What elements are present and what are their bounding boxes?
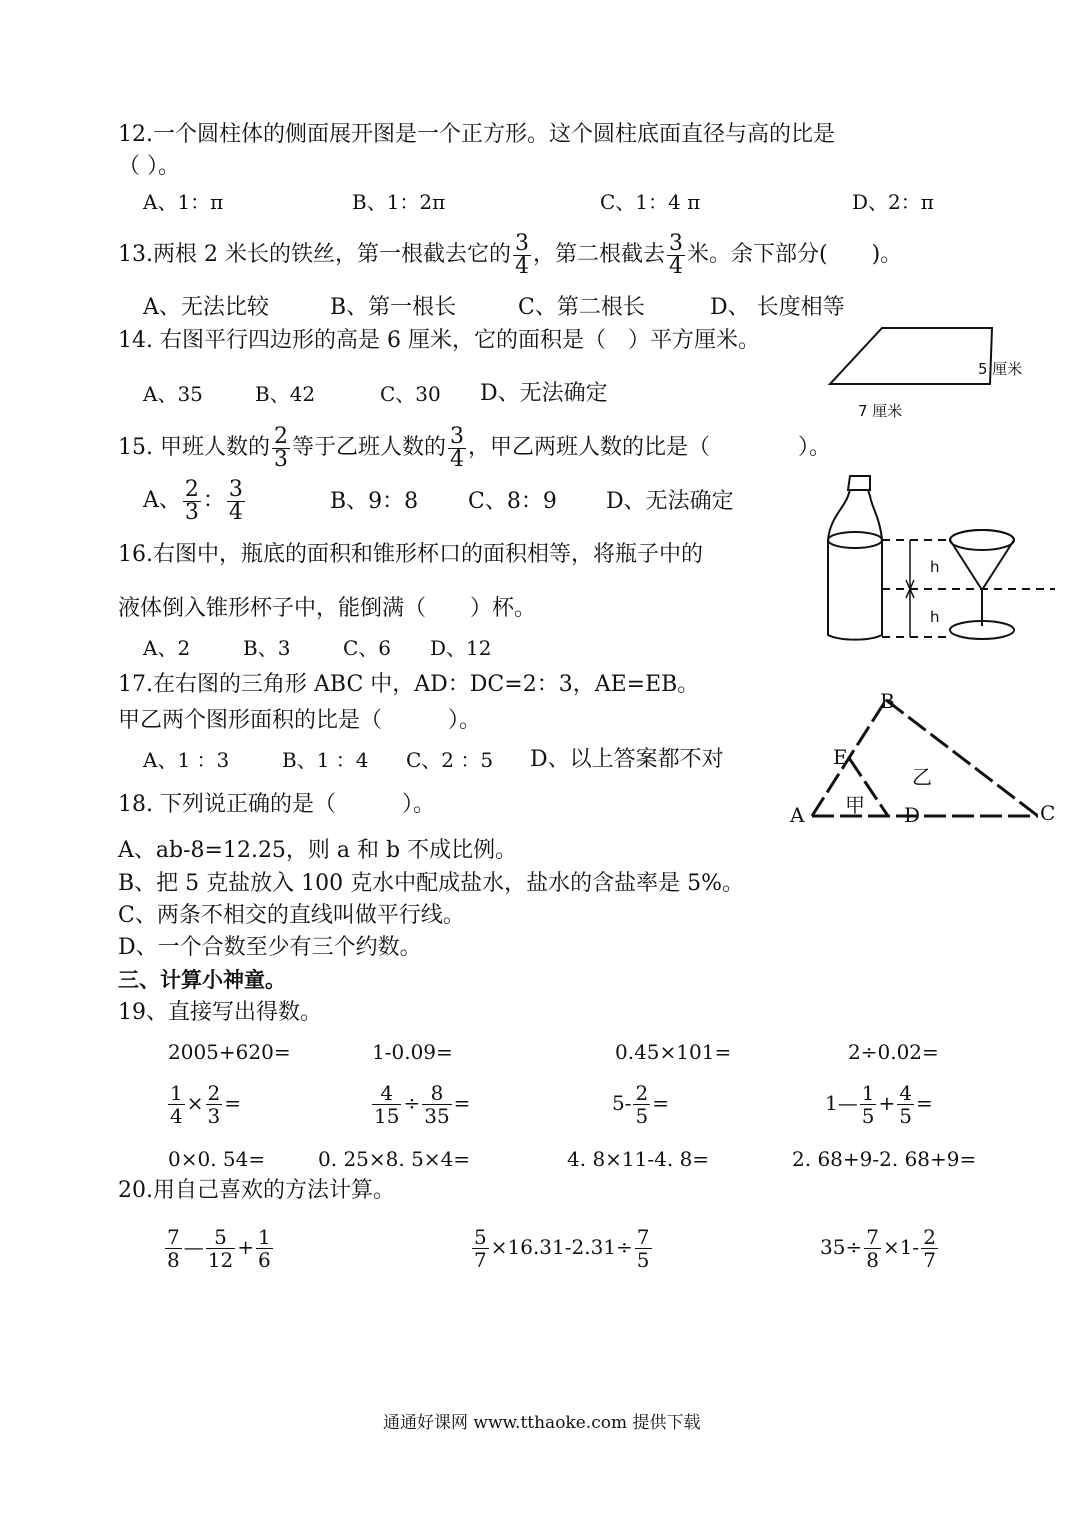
region-jia-label: 甲 bbox=[845, 793, 865, 817]
glass-outline bbox=[950, 530, 1014, 626]
q17-option-b: B、1 ：4 bbox=[282, 748, 369, 772]
triangle-point-d: D bbox=[904, 803, 921, 827]
q15-option-a: A、 $\frac{2}{3}$ ： $\frac{3}{4}$ bbox=[143, 476, 243, 525]
q13-option-b: B、第一根长 bbox=[330, 295, 457, 320]
parallelogram-figure bbox=[820, 322, 1060, 422]
parallelogram-base-label: 7 厘米 bbox=[858, 402, 903, 420]
q12-option-b: B、1：2π bbox=[352, 190, 446, 214]
q14-text: 14. 右图平行四边形的高是 6 厘米，它的面积是（ ）平方厘米。 bbox=[118, 328, 760, 353]
q15-option-c: C、8：9 bbox=[468, 489, 557, 514]
q18-option-b: B、把 5 克盐放入 100 克水中配成盐水，盐水的含盐率是 5%。 bbox=[118, 871, 745, 896]
q18-option-a: A、ab-8=12.25，则 a 和 b 不成比例。 bbox=[118, 838, 518, 863]
q17-line2: 甲乙两个图形面积的比是（ ）。 bbox=[118, 708, 482, 733]
bottle-and-glass-figure bbox=[820, 468, 1060, 658]
q15-option-b: B、9：8 bbox=[330, 489, 419, 514]
q20-expr-1: $\frac{7}{8}$ — $\frac{5}{12}$ + $\frac{1}{6}$ bbox=[167, 1225, 271, 1272]
page-footer: 通通好课网 www.tthaoke.com 提供下载 bbox=[383, 1413, 701, 1433]
q19-row1-expr-2: 1-0.09= bbox=[372, 1040, 453, 1064]
q12-blank: （ ）。 bbox=[118, 154, 180, 179]
q19-row3-expr-4: 2. 68+9-2. 68+9= bbox=[792, 1147, 977, 1171]
q13-option-a: A、无法比较 bbox=[143, 295, 269, 320]
parallelogram-shape bbox=[830, 328, 992, 384]
bottle-height-label-1: h bbox=[930, 558, 940, 576]
q15-option-a-fraction-1: $\frac{2}{3}$ bbox=[184, 476, 199, 525]
q16-line2: 液体倒入锥形杯子中，能倒满（ ）杯。 bbox=[118, 596, 537, 621]
q19-row1-expr-4: 2÷0.02= bbox=[848, 1040, 939, 1064]
bottle-outline bbox=[828, 476, 882, 640]
q15-pre: 15. 甲班人数的 bbox=[118, 435, 270, 460]
q17-option-d: D、以上答案都不对 bbox=[530, 747, 724, 772]
q14-option-a: A、35 bbox=[143, 382, 203, 406]
q15-mid: 等于乙班人数的 bbox=[291, 435, 446, 460]
triangle-point-e: E bbox=[833, 745, 848, 769]
q18-text: 18. 下列说正确的是（ ）。 bbox=[118, 792, 435, 817]
q15-fraction-2: $\frac{3}{4}$ bbox=[450, 423, 464, 472]
q19-row3-expr-2: 0. 25×8. 5×4= bbox=[318, 1147, 471, 1171]
q19-row3-expr-1: 0×0. 54= bbox=[168, 1147, 266, 1171]
q20-expr-2: $\frac{5}{7}$ ×16.31-2.31÷ $\frac{7}{5}$ bbox=[474, 1225, 650, 1272]
q12-option-d: D、2：π bbox=[852, 190, 934, 214]
bottle-height-label-2: h bbox=[930, 608, 940, 626]
q19-row2-expr-4: 1— $\frac{1}{5}$ + $\frac{4}{5}$ = bbox=[825, 1081, 933, 1128]
section-3-heading: 三、计算小神童。 bbox=[118, 968, 286, 992]
q14-option-c: C、30 bbox=[380, 382, 441, 406]
q13-option-d: D、 长度相等 bbox=[710, 295, 845, 320]
q19-row3-expr-3: 4. 8×11-4. 8= bbox=[567, 1147, 710, 1171]
q17-line1: 17.在右图的三角形 ABC 中，AD：DC=2：3，AE=EB。 bbox=[118, 672, 700, 697]
q14-option-d: D、无法确定 bbox=[480, 381, 608, 406]
q19-title: 19、直接写出得数。 bbox=[118, 1000, 322, 1025]
q12-text: 12.一个圆柱体的侧面展开图是一个正方形。这个圆柱底面直径与高的比是 bbox=[118, 122, 835, 147]
q12-option-c: C、1：4 π bbox=[600, 190, 701, 214]
q13-fraction-1: $\frac{3}{4}$ bbox=[514, 230, 529, 279]
triangle-vertex-a: A bbox=[790, 803, 805, 827]
q13-text bbox=[118, 230, 902, 280]
q18-option-d: D、一个合数至少有三个约数。 bbox=[118, 935, 422, 960]
q16-option-a: A、2 bbox=[143, 636, 191, 660]
q17-option-c: C、2 ：5 bbox=[406, 748, 494, 772]
parallelogram-side-label: 5 厘米 bbox=[978, 360, 1023, 378]
bottle-liquid-surface bbox=[828, 532, 882, 548]
q12-option-a: A、1：π bbox=[143, 190, 224, 214]
q13-option-c: C、第二根长 bbox=[518, 295, 645, 320]
q15-fraction-1: $\frac{2}{3}$ bbox=[273, 423, 288, 472]
q19-row1-expr-1: 2005+620= bbox=[168, 1040, 291, 1064]
q16-line1: 16.右图中，瓶底的面积和锥形杯口的面积相等，将瓶子中的 bbox=[118, 542, 703, 567]
region-yi-label: 乙 bbox=[912, 765, 932, 789]
q19-row2-expr-2: $\frac{4}{15}$ ÷ $\frac{8}{35}$ = bbox=[374, 1081, 471, 1128]
q15-option-d: D、无法确定 bbox=[606, 489, 734, 514]
q13-post: 米。余下部分( )。 bbox=[687, 242, 903, 267]
q19-row2-expr-1: $\frac{1}{4}$ × $\frac{2}{3}$ = bbox=[170, 1081, 241, 1128]
q18-option-c: C、两条不相交的直线叫做平行线。 bbox=[118, 903, 465, 928]
q17-option-a: A、1 ：3 bbox=[143, 748, 230, 772]
q14-option-b: B、42 bbox=[255, 382, 316, 406]
q16-option-c: C、6 bbox=[343, 636, 392, 660]
q13-pre: 13.两根 2 米长的铁丝，第一根截去它的 bbox=[118, 242, 511, 267]
q13-mid: ，第二根截去 bbox=[532, 242, 665, 267]
q15-post: ，甲乙两班人数的比是（ ）。 bbox=[468, 435, 832, 460]
triangle-vertex-b: B bbox=[880, 689, 895, 713]
triangle-abc-figure bbox=[790, 686, 1060, 826]
q13-fraction-2: $\frac{3}{4}$ bbox=[669, 230, 683, 279]
q20-expr-3: 35÷ $\frac{7}{8}$ ×1- $\frac{2}{7}$ bbox=[820, 1225, 936, 1272]
q19-row2-expr-3: 5- $\frac{2}{5}$ = bbox=[612, 1081, 669, 1128]
q15-option-a-fraction-2: $\frac{3}{4}$ bbox=[228, 476, 243, 525]
q19-row1-expr-3: 0.45×101= bbox=[615, 1040, 732, 1064]
q20-title: 20.用自己喜欢的方法计算。 bbox=[118, 1178, 395, 1203]
q16-option-d: D、12 bbox=[430, 636, 492, 660]
triangle-vertex-c: C bbox=[1040, 801, 1056, 825]
q15-text bbox=[118, 420, 831, 476]
q16-option-b: B、3 bbox=[243, 636, 291, 660]
